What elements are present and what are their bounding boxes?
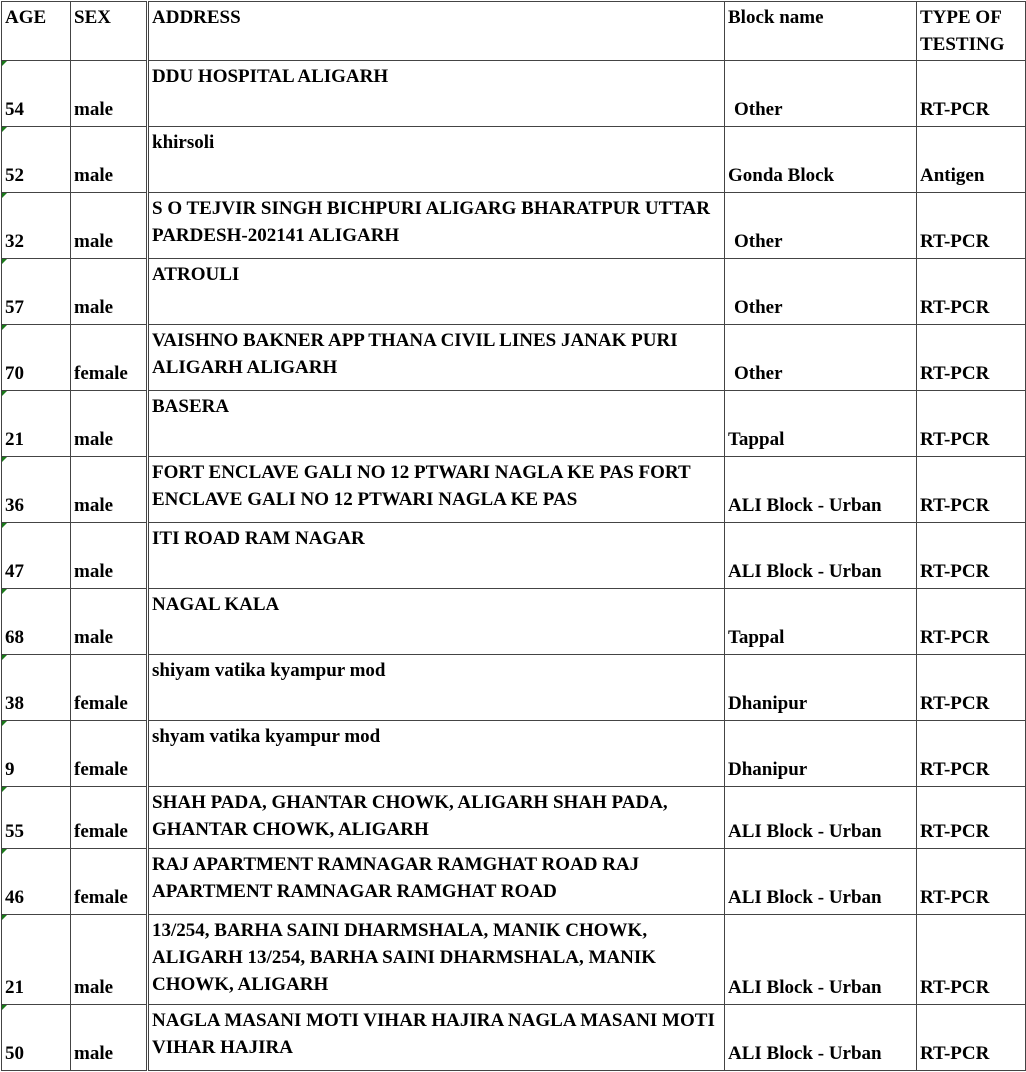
cell-block-value: ALI Block - Urban [728,977,882,998]
cell-address[interactable] [148,787,725,849]
cell-comment-marker-icon [2,391,7,396]
cell-sex[interactable] [71,457,148,523]
cell-address[interactable] [148,457,725,523]
cell-age[interactable] [2,655,71,721]
cell-comment-marker-icon [2,589,7,594]
cell-block[interactable] [725,655,917,721]
cell-block[interactable] [725,325,917,391]
cell-comment-marker-icon [2,259,7,264]
cell-sex[interactable] [71,391,148,457]
cell-type[interactable] [917,523,1026,589]
table-row [2,589,1026,655]
cell-address-value: ATROULI [152,264,240,285]
cell-sex-value: female [74,887,128,908]
cell-age-value: 57 [5,297,24,318]
cell-age[interactable] [2,787,71,849]
cell-age-value: 32 [5,231,24,252]
header-sex[interactable] [71,2,148,61]
cell-type[interactable] [917,457,1026,523]
cell-block[interactable] [725,849,917,915]
cell-age-value: 70 [5,363,24,384]
cell-block-value: Other [734,363,783,384]
cell-sex-value: male [74,561,114,582]
cell-type[interactable] [917,1005,1026,1071]
cell-block[interactable] [725,915,917,1005]
cell-address-value: NAGAL KALA [152,594,280,615]
cell-address-value: S O TEJVIR SINGH BICHPURI ALIGARG BHARATPUR UTTAR PARDESH-202141 ALIGARH [152,198,710,246]
cell-address-value: RAJ APARTMENT RAMNAGAR RAMGHAT ROAD RAJ APARTMENT RAMNAGAR RAMGHAT ROAD [152,854,640,902]
cell-block-value: Dhanipur [728,759,808,780]
cell-block[interactable] [725,259,917,325]
cell-type-value: RT-PCR [920,977,990,998]
table-row [2,523,1026,589]
cell-sex-value: male [74,297,114,318]
cell-sex[interactable] [71,787,148,849]
cell-sex-value: male [74,495,114,516]
cell-type-value: RT-PCR [920,495,990,516]
cell-address[interactable] [148,193,725,259]
cell-sex[interactable] [71,523,148,589]
cell-address-value: khirsoli [152,132,215,153]
header-type-label-2: TESTING [920,34,1005,55]
cell-address-value: SHAH PADA, GHANTAR CHOWK, ALIGARH SHAH PADA, GHANTAR CHOWK, ALIGARH [152,792,668,840]
cell-address[interactable] [148,721,725,787]
cell-comment-marker-icon [2,127,7,132]
header-age-label: AGE [5,7,47,28]
cell-block[interactable] [725,1005,917,1071]
cell-address-value: BASERA [152,396,230,417]
cell-block-value: Tappal [728,429,785,450]
cell-block[interactable] [725,193,917,259]
cell-age-value: 21 [5,429,24,450]
cell-age[interactable] [2,193,71,259]
cell-comment-marker-icon [2,849,7,854]
cell-age-value: 47 [5,561,24,582]
cell-sex-value: male [74,977,114,998]
cell-type-value: RT-PCR [920,759,990,780]
cell-comment-marker-icon [2,325,7,330]
header-block[interactable] [725,2,917,61]
header-block-label: Block name [728,7,824,28]
cell-age[interactable] [2,325,71,391]
cell-address-value: NAGLA MASANI MOTI VIHAR HAJIRA NAGLA MASANI MOTI VIHAR HAJIRA [152,1010,715,1058]
cell-age-value: 55 [5,821,24,842]
cell-age-value: 9 [5,759,15,780]
table-row [2,127,1026,193]
table-row [2,721,1026,787]
header-row [2,2,1026,61]
cell-type[interactable] [917,259,1026,325]
cell-block[interactable] [725,391,917,457]
cell-age[interactable] [2,391,71,457]
cell-age[interactable] [2,1005,71,1071]
table-row [2,391,1026,457]
cell-address-value: VAISHNO BAKNER APP THANA CIVIL LINES JANAK PURI ALIGARH ALIGARH [152,330,678,378]
cell-age-value: 36 [5,495,24,516]
cell-address[interactable] [148,325,725,391]
table-row [2,193,1026,259]
cell-age[interactable] [2,721,71,787]
cell-age[interactable] [2,523,71,589]
cell-address-value: ITI ROAD RAM NAGAR [152,528,365,549]
cell-age[interactable] [2,589,71,655]
cell-block[interactable] [725,589,917,655]
cell-block[interactable] [725,721,917,787]
cell-age-value: 54 [5,99,24,120]
table-row [2,1005,1026,1071]
header-type-label-1: TYPE OF [920,7,1002,28]
cell-block-value: Other [734,99,783,120]
cell-address[interactable] [148,589,725,655]
cell-sex[interactable] [71,589,148,655]
cell-age-value: 50 [5,1043,24,1064]
cell-sex[interactable] [71,915,148,1005]
header-address-label: ADDRESS [152,7,241,28]
cell-type[interactable] [917,391,1026,457]
cell-comment-marker-icon [2,655,7,660]
cell-sex-value: male [74,627,114,648]
cell-type[interactable] [917,655,1026,721]
cell-age-value: 38 [5,693,24,714]
cell-comment-marker-icon [2,457,7,462]
header-age[interactable] [2,2,71,61]
cell-sex[interactable] [71,655,148,721]
cell-address[interactable] [148,849,725,915]
cell-type[interactable] [917,61,1026,127]
table-row [2,259,1026,325]
table-row [2,849,1026,915]
cell-type[interactable] [917,589,1026,655]
cell-block[interactable] [725,61,917,127]
table-row [2,61,1026,127]
cell-type-value: RT-PCR [920,99,990,120]
cell-type-value: RT-PCR [920,627,990,648]
cell-age[interactable] [2,849,71,915]
cell-sex-value: male [74,1043,114,1064]
cell-type[interactable] [917,915,1026,1005]
cell-age[interactable] [2,457,71,523]
spreadsheet [0,1,1026,1072]
cell-sex-value: male [74,231,114,252]
cell-block-value: Tappal [728,627,785,648]
cell-type-value: RT-PCR [920,693,990,714]
cell-block-value: Dhanipur [728,693,808,714]
table-row [2,655,1026,721]
table-row [2,325,1026,391]
cell-type-value: RT-PCR [920,363,990,384]
cell-sex-value: male [74,429,114,450]
cell-sex[interactable] [71,849,148,915]
header-sex-label: SEX [74,7,111,28]
cell-sex-value: female [74,363,128,384]
cell-address-value: shiyam vatika kyampur mod [152,660,386,681]
table-row [2,787,1026,849]
cell-sex[interactable] [71,325,148,391]
cell-type-value: RT-PCR [920,561,990,582]
cell-type-value: RT-PCR [920,231,990,252]
cell-sex-value: female [74,693,128,714]
cell-comment-marker-icon [2,915,7,920]
cell-block-value: ALI Block - Urban [728,495,882,516]
cell-block[interactable] [725,787,917,849]
cell-comment-marker-icon [2,787,7,792]
cell-type[interactable] [917,787,1026,849]
cell-block-value: ALI Block - Urban [728,1043,882,1064]
cell-type[interactable] [917,721,1026,787]
cell-type-value: RT-PCR [920,821,990,842]
cell-age-value: 52 [5,165,24,186]
cell-block[interactable] [725,523,917,589]
cell-block-value: Gonda Block [728,165,835,186]
cell-age-value: 68 [5,627,24,648]
cell-address[interactable] [148,915,725,1005]
cell-sex[interactable] [71,1005,148,1071]
cell-comment-marker-icon [2,1005,7,1010]
cell-type[interactable] [917,193,1026,259]
cell-age-value: 21 [5,977,24,998]
cell-address[interactable] [148,391,725,457]
cell-sex-value: male [74,99,114,120]
cell-type-value: RT-PCR [920,429,990,450]
cell-address[interactable] [148,127,725,193]
cell-block-value: Other [734,231,783,252]
cell-type[interactable] [917,127,1026,193]
cell-address-value: DDU HOSPITAL ALIGARH [152,66,389,87]
cell-sex[interactable] [71,721,148,787]
cell-address-value: shyam vatika kyampur mod [152,726,381,747]
cell-type-value: Antigen [920,165,985,186]
cell-block[interactable] [725,457,917,523]
cell-sex[interactable] [71,193,148,259]
cell-block-value: ALI Block - Urban [728,561,882,582]
cell-age[interactable] [2,259,71,325]
cell-block-value: ALI Block - Urban [728,887,882,908]
cell-sex-value: female [74,821,128,842]
cell-age-value: 46 [5,887,24,908]
cell-type-value: RT-PCR [920,887,990,908]
cell-block-value: Other [734,297,783,318]
cell-type[interactable] [917,849,1026,915]
cell-comment-marker-icon [2,193,7,198]
cell-address[interactable] [148,523,725,589]
header-type[interactable] [917,2,1026,61]
cell-sex-value: male [74,165,114,186]
cell-address[interactable] [148,259,725,325]
cell-type-value: RT-PCR [920,297,990,318]
cell-address[interactable] [148,61,725,127]
table-row [2,915,1026,1005]
cell-age[interactable] [2,61,71,127]
table-row [2,457,1026,523]
cell-address[interactable] [148,655,725,721]
cell-block[interactable] [725,127,917,193]
cell-block-value: ALI Block - Urban [728,821,882,842]
cell-comment-marker-icon [2,523,7,528]
cell-sex[interactable] [71,61,148,127]
cell-age[interactable] [2,127,71,193]
cell-address-value: FORT ENCLAVE GALI NO 12 PTWARI NAGLA KE PAS FORT ENCLAVE GALI NO 12 PTWARI NAGLA KE PAS [152,462,691,510]
cell-sex[interactable] [71,127,148,193]
cell-address-value: 13/254, BARHA SAINI DHARMSHALA, MANIK CHOWK, ALIGARH 13/254, BARHA SAINI DHARMSHALA, MANIK CHOWK, ALIGARH [152,920,657,995]
cell-comment-marker-icon [2,721,7,726]
cell-type-value: RT-PCR [920,1043,990,1064]
cell-age[interactable] [2,915,71,1005]
cell-address[interactable] [148,1005,725,1071]
cell-type[interactable] [917,325,1026,391]
data-table [1,1,1026,1071]
cell-sex-value: female [74,759,128,780]
header-address[interactable] [148,2,725,61]
cell-comment-marker-icon [2,61,7,66]
cell-sex[interactable] [71,259,148,325]
